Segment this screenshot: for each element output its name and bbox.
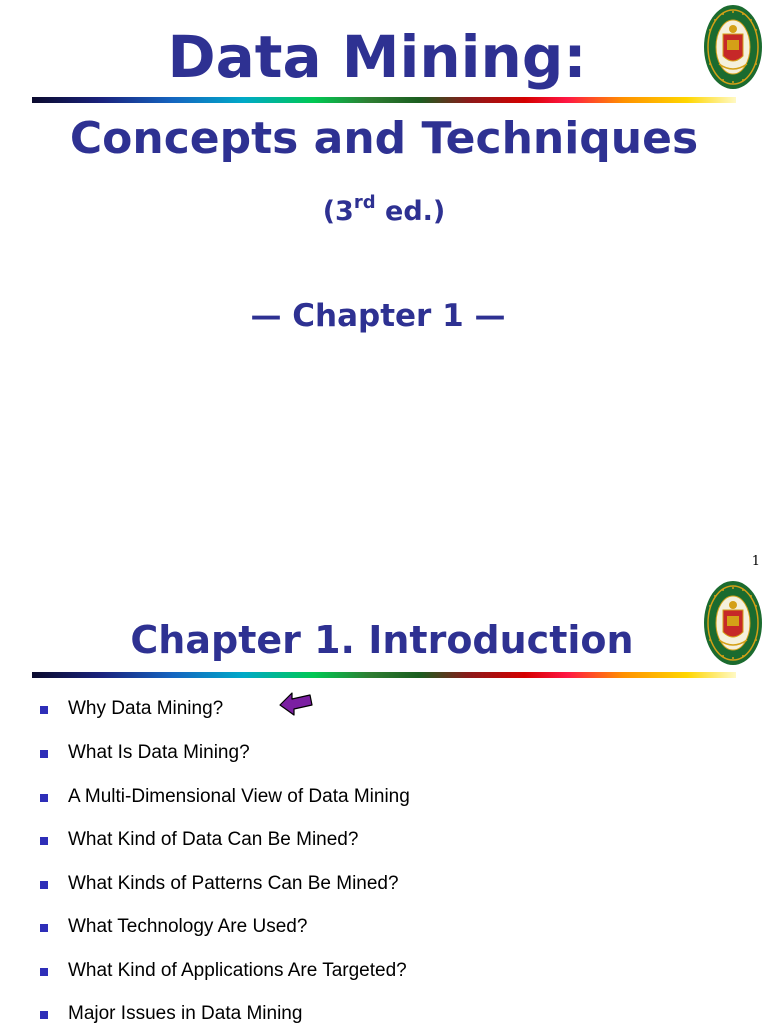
list-item <box>0 825 740 855</box>
square-bullet-icon <box>40 794 48 802</box>
list-item <box>0 694 740 724</box>
slide-title: Chapter 1. Introduction <box>130 618 634 662</box>
list-item-text: What Is Data Mining? <box>68 742 250 763</box>
list-item-text: A Multi-Dimensional View of Data Mining <box>68 786 410 807</box>
list-item <box>0 738 740 768</box>
slide-subtitle: Concepts and Techniques <box>69 113 699 164</box>
university-seal-icon <box>703 580 763 666</box>
square-bullet-icon <box>40 706 48 714</box>
square-bullet-icon <box>40 924 48 932</box>
page-number: 1 <box>751 554 760 569</box>
introduction-slide <box>0 576 768 1024</box>
square-bullet-icon <box>40 1011 48 1019</box>
square-bullet-icon <box>40 750 48 758</box>
list-item-text: What Kinds of Patterns Can Be Mined? <box>68 873 399 894</box>
list-item-text: Why Data Mining? <box>68 698 224 719</box>
left-arrow-icon <box>278 689 314 717</box>
list-item <box>0 782 740 812</box>
chapter-label: — Chapter 1 — <box>250 298 506 334</box>
edition-label <box>0 192 768 232</box>
list-item-text: What Technology Are Used? <box>68 916 308 937</box>
list-item <box>0 869 740 899</box>
rainbow-divider <box>32 672 736 678</box>
edition-close: ed.) <box>375 196 446 227</box>
list-item <box>0 912 740 942</box>
slide-title: Data Mining: <box>167 23 587 91</box>
rainbow-divider <box>32 97 736 103</box>
square-bullet-icon <box>40 837 48 845</box>
university-seal-icon <box>703 4 763 90</box>
list-item-text: What Kind of Data Can Be Mined? <box>68 829 359 850</box>
square-bullet-icon <box>40 881 48 889</box>
list-item-text: Major Issues in Data Mining <box>68 1003 303 1024</box>
list-item-text: What Kind of Applications Are Targeted? <box>68 960 407 981</box>
list-item <box>0 956 740 986</box>
edition-open: (3 <box>322 196 354 227</box>
list-item <box>0 999 740 1024</box>
square-bullet-icon <box>40 968 48 976</box>
edition-superscript: rd <box>353 192 376 213</box>
